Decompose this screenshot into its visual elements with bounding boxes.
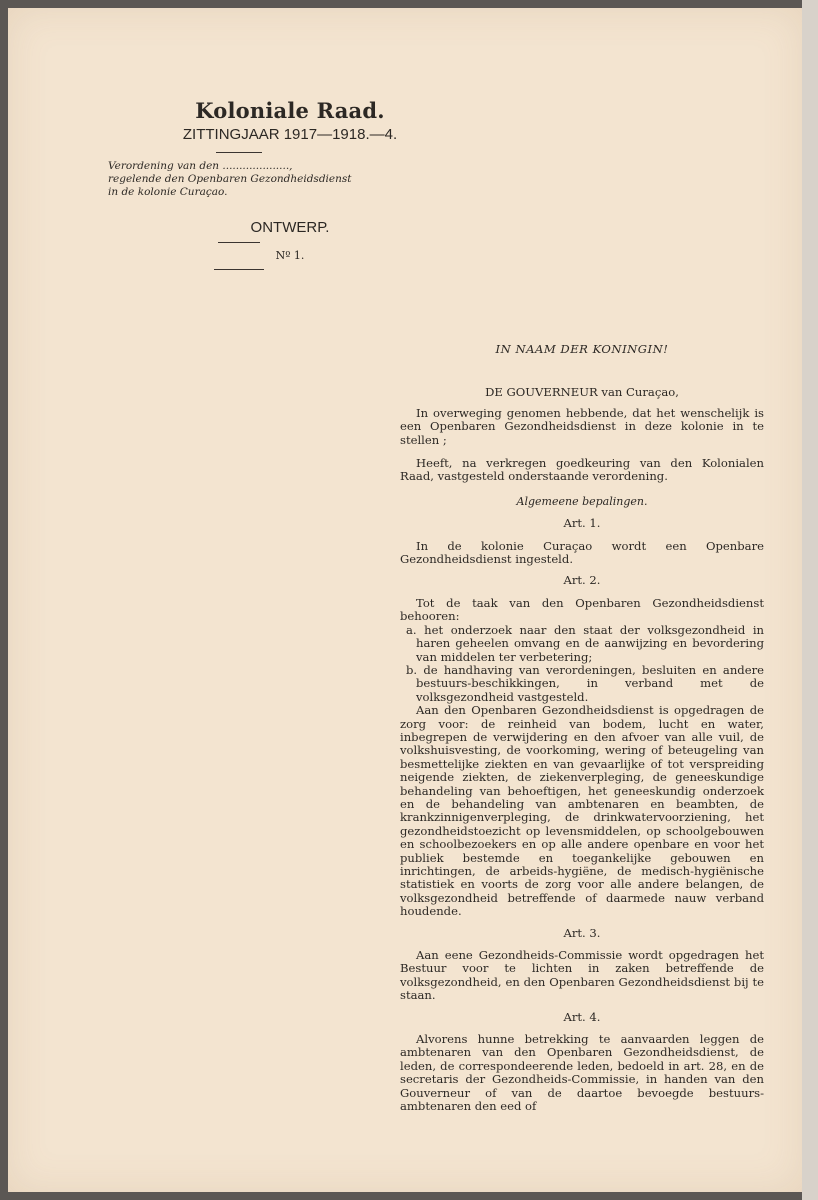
verordening-line: regelende den Openbaren Gezondheidsdienst — [108, 173, 352, 185]
list-item: b. de handhaving van verordeningen, besluiten en andere bestuurs-beschikkingen, in verband met de volksgezondheid vastgesteld. — [406, 662, 764, 704]
list-item: a. het onderzoek naar den staat der volksgezondheid in haren geheelen omvang en de aanwijzing en bevordering van middelen ter verbetering; — [406, 622, 764, 664]
draft-label: ONTWERP. — [250, 219, 330, 236]
governor-heading: DE GOUVERNEUR van Curaçao, — [485, 385, 679, 400]
article-2-paragraph: Aan den Openbaren Gezondheidsdienst is opgedragen de zorg voor: de reinheid van bodem, lucht en water, inbegrepen de verwijdering en den afvoer van alle vuil, de volkshuisvesting, de voorkoming, wering of beteugeling van besmettelijke ziekten en van gevaarlijke of tot verspreiding neigende ziekten, de ziekenverpleging, de geneeskundige behandeling van behoeftigen, het geneeskundig onderzoek en de behandeling van ambtenaren en beambten, de krankzinnigenverpleging, de drinkwatervoorziening, het gezondheidstoezicht op levensmiddelen, op schoolgebouwen en schoolbezoekers en op alle andere openbare en voor het publiek bestemde en toegankelijke gebouwen en inrichtingen, de arbeids-hygiëne, de medisch-hygiënische statistiek en voorts de zorg voor alle andere belangen, de volksgezondheid betreffende of daarmede nauw verband houdende. — [400, 703, 764, 919]
article-heading: Art. 3. — [563, 925, 601, 940]
article-2-intro: Tot de taak van den Openbaren Gezondheidsdienst behooren: — [400, 595, 764, 624]
divider — [218, 242, 260, 243]
preamble-paragraph: In overweging genomen hebbende, dat het wenschelijk is een Openbaren Gezondheidsdienst in deze kolonie in te stellen ; — [400, 405, 764, 447]
verordening-title — [108, 160, 368, 199]
invocation: IN NAAM DER KONINGIN! — [495, 342, 669, 356]
verordening-line: in de kolonie Curaçao. — [108, 186, 228, 198]
enactment-paragraph: Heeft, na verkregen goedkeuring van den Kolonialen Raad, vastgesteld onderstaande verordening. — [400, 456, 764, 484]
council-title: Koloniale Raad. — [195, 98, 385, 123]
section-heading: Algemeene bepalingen. — [516, 494, 648, 508]
article-4-text: Alvorens hunne betrekking te aanvaarden leggen de ambtenaren van den Openbaren Gezondheidsdienst, de leden, de correspondeerende leden, bedoeld in art. 28, en de secretaris der Gezondheids-Commissie, in handen van den Gouverneur of van de daartoe bevoegde bestuurs-ambtenaren den eed of — [400, 1032, 764, 1114]
article-heading: Art. 1. — [563, 516, 601, 531]
session-year: ZITTINGJAAR 1917—1918.—4. — [182, 126, 398, 143]
divider — [214, 269, 264, 270]
article-3-text: Aan eene Gezondheids-Commissie wordt opgedragen het Bestuur voor te lichten in zaken betreffende de volksgezondheid, en den Openbaren Gezondheidsdienst bij te staan. — [400, 948, 764, 1003]
document-number: Nº 1. — [275, 249, 305, 262]
body-column — [400, 343, 764, 1114]
article-heading: Art. 4. — [563, 1009, 601, 1024]
verordening-line: Verordening van den ...................., — [108, 160, 293, 172]
page-edge — [802, 0, 818, 1200]
article-heading: Art. 2. — [563, 573, 601, 588]
article-1-text: In de kolonie Curaçao wordt een Openbare Gezondheidsdienst ingesteld. — [400, 538, 764, 567]
divider — [216, 152, 262, 153]
